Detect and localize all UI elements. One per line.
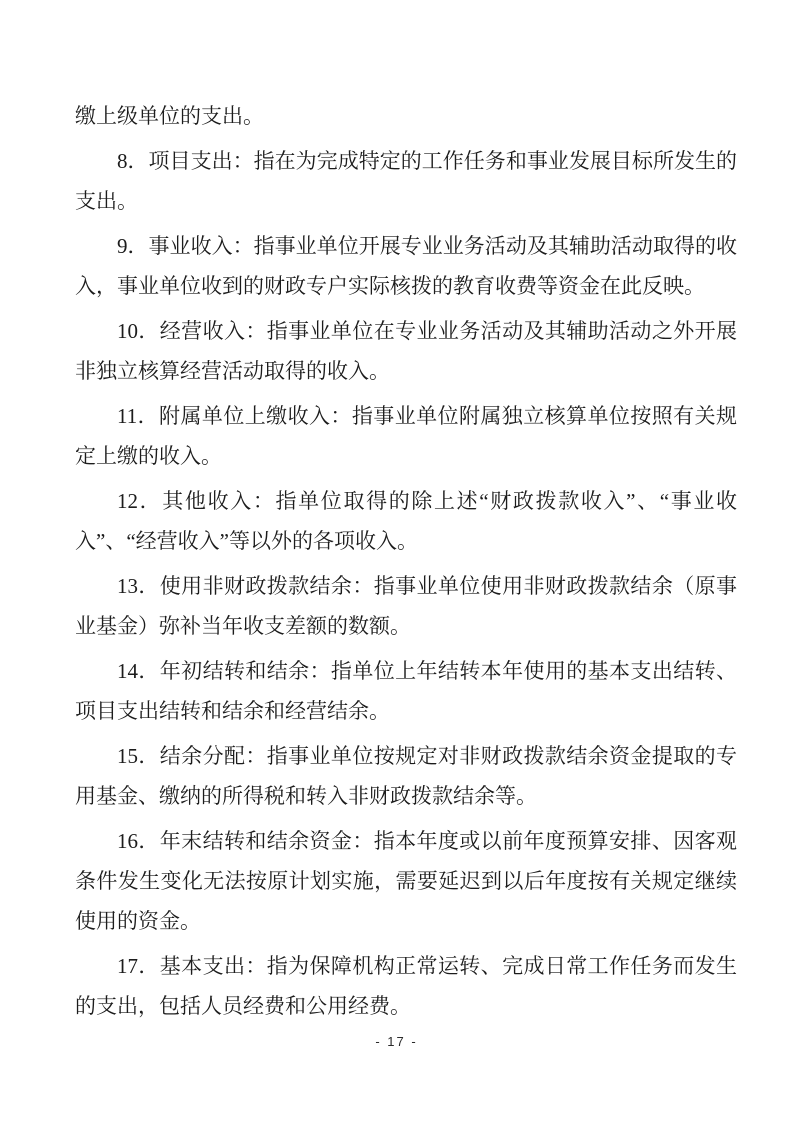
page-content: [75, 96, 737, 1031]
paragraph-item-10: 10．经营收入：指事业单位在专业业务活动及其辅助活动之外开展非独立核算经营活动取得的收入。: [75, 319, 737, 383]
paragraph-continuation: 缴上级单位的支出。: [75, 104, 264, 128]
paragraph-item-8: 8．项目支出：指在为完成特定的工作任务和事业发展目标所发生的支出。: [75, 149, 737, 213]
paragraph-item-9: 9．事业收入：指事业单位开展专业业务活动及其辅助活动取得的收入，事业单位收到的财政专户实际核拨的教育收费等资金在此反映。: [75, 234, 737, 298]
paragraph-item-16: 16．年末结转和结余资金：指本年度或以前年度预算安排、因客观条件发生变化无法按原计划实施，需要延迟到以后年度按有关规定继续使用的资金。: [75, 829, 737, 933]
page-number: - 17 -: [375, 1034, 418, 1049]
paragraph-item-14: 14．年初结转和结余：指单位上年结转本年使用的基本支出结转、项目支出结转和结余和经营结余。: [75, 659, 737, 723]
paragraph-item-15: 15．结余分配：指事业单位按规定对非财政拨款结余资金提取的专用基金、缴纳的所得税和转入非财政拨款结余等。: [75, 744, 737, 808]
paragraph-item-12: 12．其他收入：指单位取得的除上述“财政拨款收入”、“事业收入”、“经营收入”等以外的各项收入。: [75, 489, 737, 553]
paragraph-item-11: 11．附属单位上缴收入：指事业单位附属独立核算单位按照有关规定上缴的收入。: [75, 404, 737, 468]
paragraph-item-13: 13．使用非财政拨款结余：指事业单位使用非财政拨款结余（原事业基金）弥补当年收支差额的数额。: [75, 574, 737, 638]
paragraph-item-17: 17．基本支出：指为保障机构正常运转、完成日常工作任务而发生的支出，包括人员经费和公用经费。: [75, 954, 737, 1018]
